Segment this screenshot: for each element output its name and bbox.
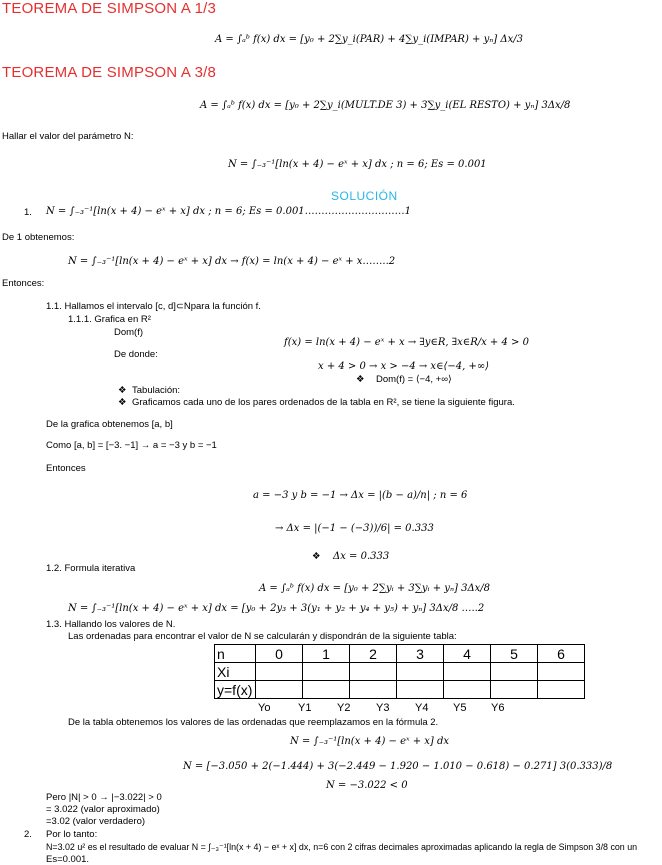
table-cell [491,681,538,699]
table-cell: 4 [444,645,491,663]
formula-n-numeric: N = [−3.050 + 2(−1.444) + 3(−2.449 − 1.920 − 1.010 − 0.618) − 0.271] 3(0.333)/8 [183,761,613,772]
delatabla-text: De la tabla obtenemos los valores de las ordenadas que reemplazamos en la fórmula 2. [68,717,439,728]
item1-formula: N = ∫₋₃⁻¹[ln(x + 4) − eˣ + x] dx ; n = 6; Es = 0.001…………………………1 [46,206,412,217]
y-label: Y3 [376,702,390,714]
table-cell: y=f(x) [215,681,256,699]
domain-result: Dom(f) = ⟨−4, +∞⟩ [376,374,452,385]
formula-simpson-3-8: A = ∫ₐᵇ f(x) dx = [y₀ + 2∑y_i(MULT.DE 3) + 3∑y_i(EL RESTO) + yₙ] 3Δx/8 [200,100,571,111]
table-row [215,663,585,681]
item2-number: 2. [24,829,32,840]
formula-simpson-1-3: A = ∫ₐᵇ f(x) dx = [y₀ + 2∑y_i(PAR) + 4∑y_i(IMPAR) + yₙ] Δx/3 [215,34,523,45]
valor-verdadero: =3.02 (valor verdadero) [46,816,146,827]
table-cell [303,681,350,699]
bullet-icon: ❖ [118,385,127,396]
solucion-heading: SOLUCIÓN [331,189,398,203]
bullet-icon: ❖ [118,397,127,408]
table-cell [491,663,538,681]
table-cell [538,681,585,699]
delagrafica-text: De la grafica obtenemos [a, b] [46,419,173,430]
domf-label: Dom(f) [114,327,144,338]
item1-number: 1. [24,207,32,218]
delta-x-value: → Δx = |(−1 − (−3))/6| = 0.333 [275,523,434,534]
final-statement: N=3.02 u² es el resultado de evaluar N = ∫₋₃⁻¹[ln(x + 4) − eˣ + x] dx, n=6 con 2 cifras decimales aproximadas aplicando la regla de Simpson 3/8 con un [46,842,638,852]
y-label: Y4 [415,702,429,714]
fx-definition: f(x) = ln(x + 4) − eˣ + x → ∃y∈R, ∃x∈R/x + 4 > 0 [284,337,529,348]
y-label: Yo [258,702,271,714]
section-1-1: 1.1. Hallamos el intervalo [c, d]⊂Npara la función f. [46,301,261,312]
table-cell [444,663,491,681]
table-cell [303,663,350,681]
bullet-icon: ❖ [356,374,365,385]
table-cell [256,663,303,681]
table-cell: 2 [350,645,397,663]
table-cell [350,663,397,681]
table-cell: n [215,645,256,663]
table-cell: 0 [256,645,303,663]
values-table [214,644,585,699]
table-row [215,645,585,663]
valor-aproximado: = 3.022 (valor aproximado) [46,804,160,815]
table-cell [538,663,585,681]
table-cell [397,663,444,681]
table-cell [397,681,444,699]
formula-fx: N = ∫₋₃⁻¹[ln(x + 4) − eˣ + x] dx → f(x) = ln(x + 4) − eˣ + x……..2 [68,256,396,267]
delta-x-result: Δx = 0.333 [333,551,390,562]
de1-text: De 1 obtenemos: [2,232,75,243]
title-simpson-1-3: TEOREMA DE SIMPSON A 1/3 [2,0,217,17]
table-cell: 5 [491,645,538,663]
inequality: x + 4 > 0 → x > −4 → x∈⟨−4, +∞⟩ [318,361,490,372]
table-cell: 6 [538,645,585,663]
final-es: Es=0.001. [46,854,90,865]
como-text: Como [a, b] = [−3. −1] → a = −3 y b = −1 [46,440,217,451]
table-row [215,681,585,699]
ordenadas-text: Las ordenadas para encontrar el valor de N se calcularán y dispondrán de la siguiente tabla: [68,631,457,642]
formula-n-expanded: N = ∫₋₃⁻¹[ln(x + 4) − eˣ + x] dx = [y₀ + 2y₃ + 3(y₁ + y₂ + y₄ + y₅) + yₙ] 3Δx/8 …..2 [68,603,485,614]
bullet-icon: ❖ [312,551,321,562]
formula-iterativa: A = ∫ₐᵇ f(x) dx = [y₀ + 2∑yᵢ + 3∑yᵢ + yₙ] 3Δx/8 [259,583,491,594]
delta-x-formula: a = −3 y b = −1 → Δx = |(b − a)/n| ; n = 6 [253,490,468,501]
hallar-text: Hallar el valor del parámetro N: [2,131,134,142]
pero-text: Pero |N| > 0 → |−3.022| > 0 [46,792,162,803]
y-label: Y1 [298,702,312,714]
graficamos-text: Graficamos cada uno de los pares ordenados de la tabla en R², se tiene la siguiente figura. [132,397,515,408]
section-1-3: 1.3. Hallando los valores de N. [46,619,176,630]
portanto-text: Por lo tanto: [46,829,98,840]
title-simpson-3-8: TEOREMA DE SIMPSON A 3/8 [2,64,217,81]
table-cell: Xi [215,663,256,681]
table-cell: 3 [397,645,444,663]
table-cell [444,681,491,699]
table-cell [256,681,303,699]
entonces2-text: Entonces [46,463,86,474]
entonces-text: Entonces: [2,278,45,289]
dedonde-label: De donde: [114,349,158,360]
y-label: Y2 [337,702,351,714]
formula-problem: N = ∫₋₃⁻¹[ln(x + 4) − eˣ + x] dx ; n = 6; Es = 0.001 [228,159,487,170]
formula-n-result: N = −3.022 < 0 [326,780,408,791]
section-1-1-1: 1.1.1. Grafica en R² [68,314,151,325]
tabulacion-text: Tabulación: [132,385,181,396]
table-cell [350,681,397,699]
formula-n-integral: N = ∫₋₃⁻¹[ln(x + 4) − eˣ + x] dx [290,736,450,747]
section-1-2: 1.2. Formula iterativa [46,563,136,574]
table-cell: 1 [303,645,350,663]
y-label: Y6 [491,702,505,714]
y-label: Y5 [453,702,467,714]
